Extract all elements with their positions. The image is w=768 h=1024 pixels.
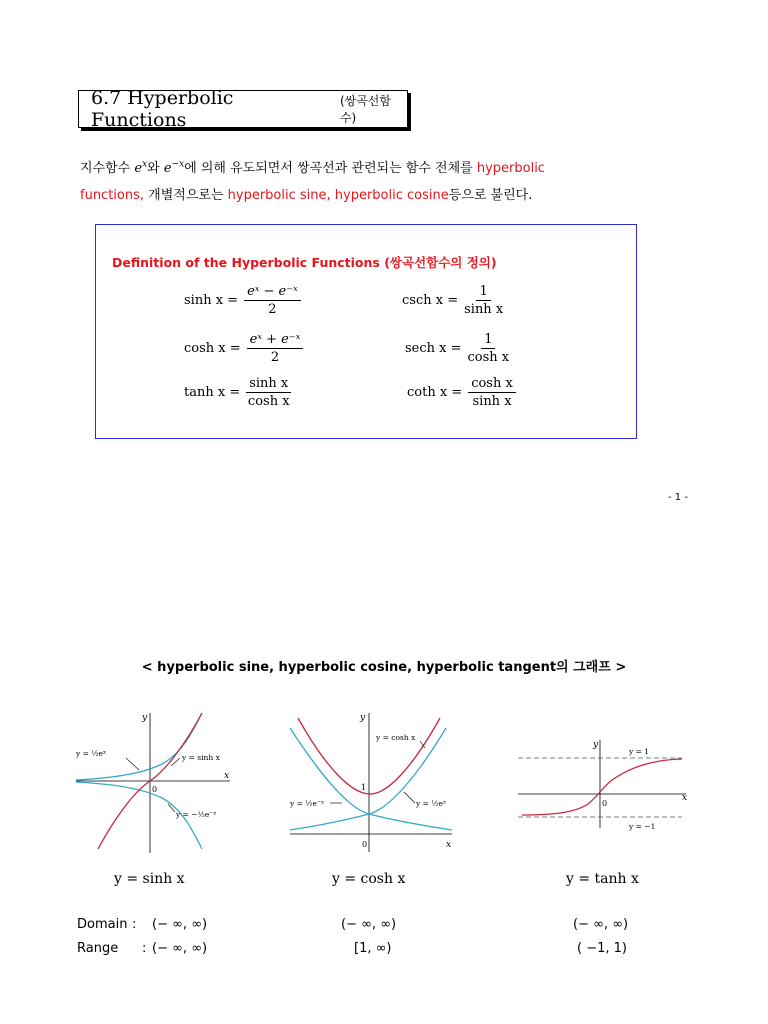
tanh-label-top: y = 1 (629, 747, 650, 756)
cosh-domain: (− ∞, ∞) (341, 917, 397, 932)
cosh-range: [1, ∞) (354, 941, 392, 956)
tanh-axis-y-label: y (593, 740, 599, 750)
half-exp-neg-curve (290, 728, 452, 830)
definition-title: Definition of the Hyperbolic Functions (쌍곡선함수의 정의) (112, 255, 497, 270)
tanh-origin-label: 0 (602, 799, 608, 808)
sinh-range: (− ∞, ∞) (152, 941, 208, 956)
cosh-one-label: 1 (361, 783, 367, 792)
tanh-graph (516, 736, 692, 832)
sinh-label-neg: y = −½e⁻ˣ (176, 810, 217, 819)
range-label: Range (77, 941, 119, 956)
section-title: 6.7 Hyperbolic Functions (91, 87, 234, 131)
tanh-range: ( −1, 1) (577, 941, 627, 956)
sinh-origin-label: 0 (152, 785, 158, 794)
cosh-caption: y = cosh x (332, 871, 406, 887)
coth-definition: coth x = $\frac{\text{cosh x}}{\text{sinh x}}$ (407, 376, 516, 409)
intro-line-1: 지수함수 $e^x$와 $e^{-x}$에 의해 유도되면서 쌍곡선과 관련되는 함수 전체를 hyperbolic (80, 159, 545, 176)
sinh-axis-x-label: x (224, 771, 230, 781)
sinh-domain: (− ∞, ∞) (152, 917, 208, 932)
graphs-heading: < hyperbolic sine, hyperbolic cosine, hyperbolic tangent의 그래프 > (141, 660, 627, 675)
intro-line-2: functions, 개별적으로는 hyperbolic sine, hyperbolic cosine등으로 불린다. (80, 188, 533, 203)
tanh-definition: tanh x = $\frac{\text{sinh x}}{\text{cosh x}}$ (184, 376, 290, 409)
section-title-box (78, 87, 408, 131)
cosh-graph (286, 708, 458, 856)
cosh-label-curve: y = cosh x (376, 733, 416, 742)
page-number: - 1 - (668, 492, 688, 503)
tanh-domain: (− ∞, ∞) (573, 917, 629, 932)
cosh-axis-x-label: x (446, 840, 452, 850)
sinh-caption: y = sinh x (114, 871, 185, 887)
cosh-axis-y-label: y (360, 713, 366, 723)
sinh-graph (72, 708, 237, 858)
tanh-caption: y = tanh x (566, 871, 639, 887)
tanh-axis-x-label: x (682, 793, 688, 803)
section-title-korean: (쌍곡선함수) (339, 94, 391, 125)
csch-definition: csch x = $\frac{1}{\text{sinh x}}$ (402, 284, 504, 317)
cosh-label-right: y = ½eˣ (416, 799, 447, 808)
cosh-origin-label: 0 (362, 840, 368, 849)
sinh-label-half-ex: y = ½eˣ (76, 749, 107, 758)
sinh-definition: sinh x = $\frac{\text{eˣ − e⁻ˣ}}{2}$ (184, 284, 301, 317)
tanh-label-bottom: y = −1 (629, 822, 656, 831)
cosh-definition: cosh x = $\frac{\text{eˣ + e⁻ˣ}}{2}$ (184, 332, 303, 365)
cosh-label-left: y = ½e⁻ˣ (290, 799, 325, 808)
sinh-label-curve: y = sinh x (182, 753, 220, 762)
sinh-axis-y-label: y (142, 713, 148, 723)
sech-definition: sech x = $\frac{1}{\text{cosh x}}$ (405, 332, 510, 365)
domain-label: Domain (77, 917, 128, 932)
